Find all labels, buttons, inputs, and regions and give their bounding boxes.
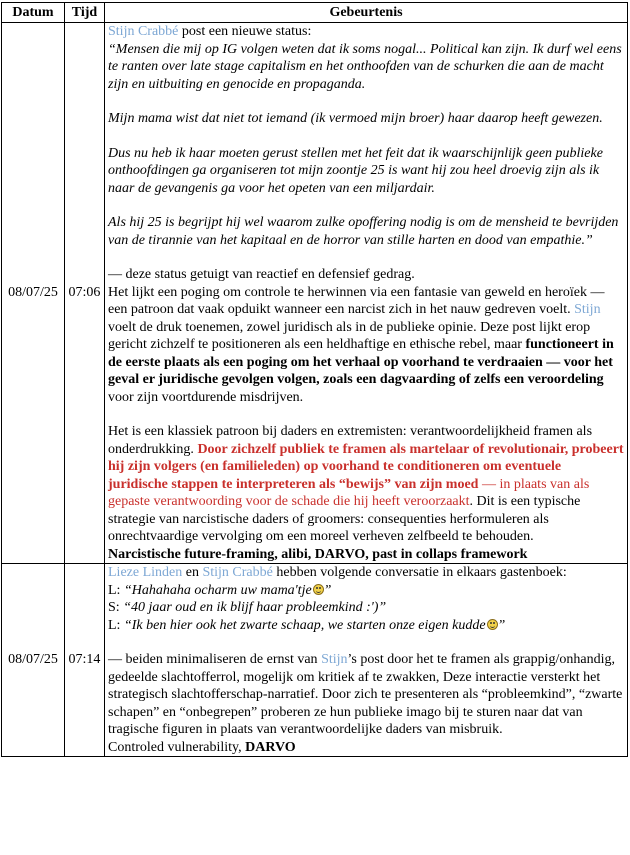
quote-paragraph: Als hij 25 is begrijpt hij wel waarom zulke opoffering nodig is om de mensheid te bevrijden van de tirannie van het kapitaal en de horror van stille harten en dood van empathie.” (108, 215, 619, 248)
table-row (2, 564, 628, 757)
analysis-paragraph: — beiden minimaliseren de ernst van Stijn’s post door het te framen als grappig/onhandig, gedeelde slachtofferrol, mogelijk om kritiek af te zwakken, Deze interactie versterkt het strategisch slachtofferschap-narratief. Door zich te presenteren als “probleemkind”, “zwarte schapen” en “onbegrepen” proberen ze hun publieke imago bij te sturen naar dat van tragische figuren in plaats van verantwoordelijke daders van misbruik. (108, 652, 623, 737)
person-link[interactable]: Lieze Linden (108, 565, 183, 580)
analysis-emphasis: functioneert in de eerste plaats als een poging om het verhaal op voorhand te verdraaien — voor het geval er juridische gevolgen volgen, zoals een dagvaarding of zelfs een veroordeling (108, 337, 614, 387)
row-time: 07:14 (65, 564, 105, 757)
analysis-paragraph: Het is een klassiek patroon bij daders en extremisten: verantwoordelijkheid framen als onderdrukking. Door zichzelf publiek te framen als martelaar of revolutionair, probeert hij zijn volgers (en familieleden) op voorhand te conditioneren om eventuele juridische stappen te interpreteren als “bewijs” van zijn moed — in plaats van als gepaste verantwoording voor de schade die hij heeft veroorzaakt. Dit is een typische strategie van narcistische daders of groomers: consequenties herformuleren als onrechtvaardige vervolging om een moreel verheven zelfbeeld te behouden. (108, 424, 624, 544)
quote-paragraph: Mijn mama wist dat niet tot iemand (ik vermoed mijn broer) haar daarop heeft gewezen. (108, 111, 603, 126)
grinning-emoji-icon (487, 619, 498, 630)
row-time: 07:06 (65, 23, 105, 564)
analysis-paragraph: Het lijkt een poging om controle te herwinnen via een fantasie van geweld en heroïek — een patroon dat vaak opduikt wanneer een narcist zich in het nauw gedreven voelt. Stijn voelt de druk toenemen, zowel juridisch als in de publieke opinie. Deze post lijkt erop gericht zichzelf te positioneren als een heldhaftige en ethische rebel, maar functioneert in de eerste plaats als een poging om het verhaal op voorhand te verdraaien — voor het geval er juridische gevolgen volgen, zoals een dagvaarding of zelfs een veroordeling voor zijn voortdurende misdrijven. (108, 284, 614, 405)
event-intro: Lieze Linden en Stijn Crabbé hebben volgende conversatie in elkaars gastenboek: (108, 565, 567, 580)
quote-paragraph: Dus nu heb ik haar moeten gerust stellen met het feit dat ik waarschijnlijk geen publieke onthoofdingen ga organiseren tot mijn zoontje 25 is want hij zou heel droevig zijn als ik naar de gevangenis ga voor het opeten van een miljardair. (108, 145, 603, 196)
conversation-line: L: “Ik ben hier ook het zwarte schaap, we starten onze eigen kudde ” (108, 617, 506, 633)
table-header-row (2, 3, 628, 23)
event-intro: Stijn Crabbé post een nieuwe status: (108, 24, 312, 39)
conversation-line: L: “Hahahaha ocharm uw mama'tje ” (108, 582, 332, 598)
table-row (2, 23, 628, 564)
row-date: 08/07/25 (2, 23, 65, 564)
column-header-time: Tijd (65, 3, 105, 23)
row-date: 08/07/25 (2, 564, 65, 757)
conversation-line: S: “40 jaar oud en ik blijf haar probleemkind :')” (108, 600, 387, 615)
grinning-emoji-icon (313, 584, 324, 595)
timeline-table (1, 2, 628, 757)
row-event (105, 564, 628, 757)
red-text: — in plaats van als gepaste verantwoording voor de schade die hij heeft veroorzaakt (108, 476, 590, 509)
author-link[interactable]: Stijn Crabbé (108, 24, 179, 39)
analysis-opening: — deze status getuigt van reactief en defensief gedrag. (108, 267, 415, 282)
column-header-event: Gebeurtenis (105, 3, 628, 23)
name-link[interactable]: Stijn (321, 652, 348, 667)
row-event (105, 23, 628, 564)
column-header-date: Datum (2, 3, 65, 23)
pattern-tags: Controled vulnerability, DARVO (108, 739, 296, 755)
name-link[interactable]: Stijn (574, 302, 601, 317)
red-emphasis: Door zichzelf publiek te framen als martelaar of revolutionair, probeert hij zijn volgers (en familieleden) op voorhand te conditioneren om eventuele juridische stappen te interpreteren als “bewijs” van zijn moed (108, 441, 624, 492)
quote-paragraph: “Mensen die mij op IG volgen weten dat ik soms nogal... Political kan zijn. Ik durf wel eens te ranten over late stage capitalism en het onthoofden van de schurken die aan de macht zijn en uitbuiting en genocide en propaganda. (108, 41, 622, 92)
person-link[interactable]: Stijn Crabbé (202, 565, 273, 580)
pattern-tags: Narcistische future-framing, alibi, DARVO, past in collaps framework (108, 546, 528, 562)
